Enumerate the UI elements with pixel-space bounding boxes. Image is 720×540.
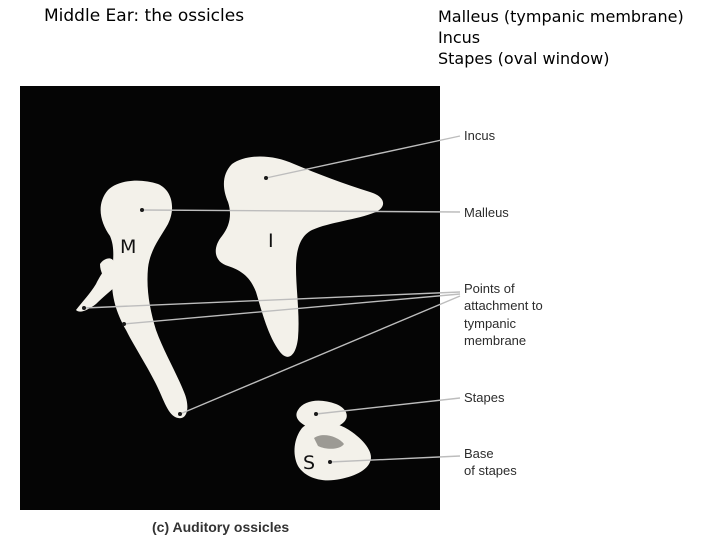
label-points-4: membrane [464, 333, 527, 348]
figure-caption: (c) Auditory ossicles [152, 519, 290, 535]
label-stapes: Stapes [464, 390, 505, 405]
pointer-base [328, 460, 332, 464]
pointer-points-1 [82, 306, 86, 310]
note-stapes: Stapes (oval window) [438, 49, 610, 68]
label-base-2: of stapes [464, 463, 517, 478]
label-base-1: Base [464, 446, 494, 461]
pointer-stapes [314, 412, 318, 416]
note-incus: Incus [438, 28, 481, 47]
pointer-points-3 [178, 412, 182, 416]
mark-i: I [268, 230, 274, 252]
note-malleus: Malleus (tympanic membrane) [438, 7, 684, 26]
mark-s: S [303, 452, 316, 474]
label-points-2: attachment to [464, 298, 543, 313]
label-incus: Incus [464, 128, 496, 143]
label-malleus: Malleus [464, 205, 509, 220]
mark-m: M [120, 236, 137, 258]
slide-title: Middle Ear: the ossicles [44, 6, 245, 26]
pointer-points-2 [122, 322, 126, 326]
photo-panel [20, 86, 440, 510]
label-points-3: tympanic [464, 316, 517, 331]
label-points-1: Points of [464, 281, 515, 296]
pointer-incus [264, 176, 268, 180]
pointer-malleus [140, 208, 144, 212]
